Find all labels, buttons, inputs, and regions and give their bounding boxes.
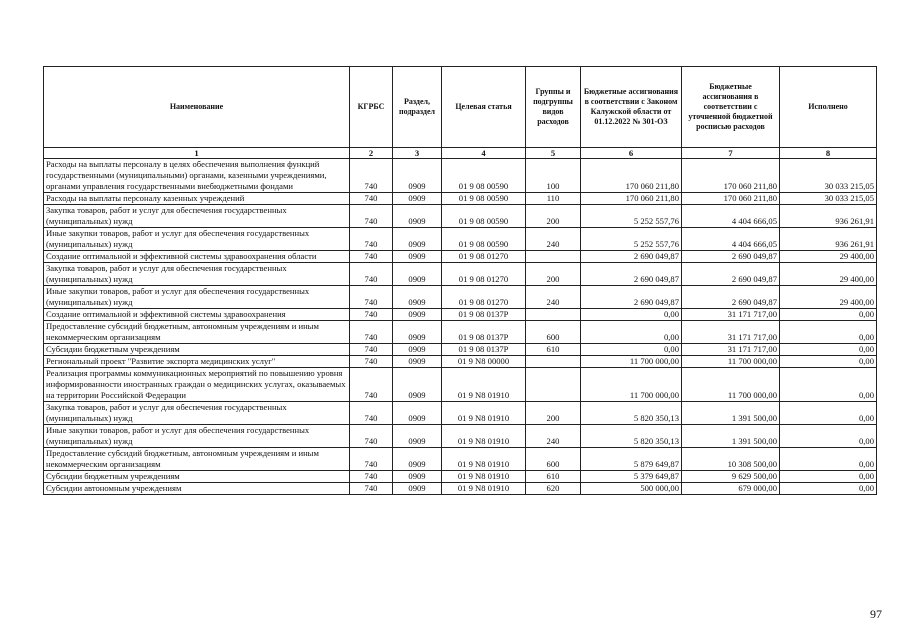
row-budget-refined: 170 060 211,80	[682, 193, 780, 205]
row-section: 0909	[393, 309, 442, 321]
row-name: Иные закупки товаров, работ и услуг для обеспечения государственных (муниципальных) нужд	[44, 425, 350, 448]
row-section: 0909	[393, 425, 442, 448]
row-name: Реализация программы коммуникационных мероприятий по повышению уровня информированности иностранных граждан о медицинских услугах, оказываемых на территории Российской Федерации	[44, 368, 350, 402]
row-kgrbs: 740	[350, 205, 393, 228]
row-target-article: 01 9 N8 01910	[442, 483, 526, 495]
row-target-article: 01 9 N8 01910	[442, 402, 526, 425]
header-budget-refined: Бюджетные ассигнования в соответствии с уточненной бюджетной росписью расходов	[682, 67, 780, 148]
row-target-article: 01 9 N8 01910	[442, 471, 526, 483]
row-executed: 0,00	[780, 368, 877, 402]
row-name: Закупка товаров, работ и услуг для обеспечения государственных (муниципальных) нужд	[44, 205, 350, 228]
row-executed: 0,00	[780, 425, 877, 448]
row-section: 0909	[393, 205, 442, 228]
row-section: 0909	[393, 321, 442, 344]
row-target-article: 01 9 08 00590	[442, 193, 526, 205]
row-section: 0909	[393, 263, 442, 286]
row-expense-group: 620	[526, 483, 581, 495]
row-name: Иные закупки товаров, работ и услуг для обеспечения государственных (муниципальных) нужд	[44, 286, 350, 309]
row-budget-refined: 170 060 211,80	[682, 159, 780, 193]
column-number: 2	[350, 148, 393, 159]
row-section: 0909	[393, 228, 442, 251]
row-target-article: 01 9 08 0137Р	[442, 344, 526, 356]
row-budget-law: 11 700 000,00	[581, 356, 682, 368]
budget-table	[43, 66, 877, 495]
table-row	[44, 425, 877, 448]
row-executed: 0,00	[780, 402, 877, 425]
row-budget-refined: 31 171 717,00	[682, 309, 780, 321]
header-kgrbs: КГРБС	[350, 67, 393, 148]
row-section: 0909	[393, 402, 442, 425]
row-budget-law: 2 690 049,87	[581, 286, 682, 309]
row-kgrbs: 740	[350, 286, 393, 309]
row-budget-refined: 2 690 049,87	[682, 286, 780, 309]
row-section: 0909	[393, 286, 442, 309]
row-budget-law: 11 700 000,00	[581, 368, 682, 402]
row-executed: 0,00	[780, 471, 877, 483]
row-kgrbs: 740	[350, 159, 393, 193]
header-budget-law: Бюджетные ассигнования в соответствии с Законом Калужской области от 01.12.2022 № 301-ОЗ	[581, 67, 682, 148]
row-section: 0909	[393, 471, 442, 483]
row-kgrbs: 740	[350, 193, 393, 205]
row-section: 0909	[393, 251, 442, 263]
table-row	[44, 159, 877, 193]
column-number: 8	[780, 148, 877, 159]
row-target-article: 01 9 N8 00000	[442, 356, 526, 368]
row-kgrbs: 740	[350, 448, 393, 471]
row-budget-refined: 4 404 666,05	[682, 205, 780, 228]
table-row	[44, 193, 877, 205]
row-target-article: 01 9 N8 01910	[442, 425, 526, 448]
page-number: 97	[870, 607, 882, 621]
row-name: Создание оптимальной и эффективной системы здравоохранения области	[44, 251, 350, 263]
row-executed: 29 400,00	[780, 263, 877, 286]
row-budget-refined: 679 000,00	[682, 483, 780, 495]
row-executed: 0,00	[780, 344, 877, 356]
row-executed: 0,00	[780, 448, 877, 471]
row-section: 0909	[393, 344, 442, 356]
row-executed: 29 400,00	[780, 251, 877, 263]
table-row	[44, 471, 877, 483]
row-target-article: 01 9 08 00590	[442, 205, 526, 228]
row-budget-law: 5 820 350,13	[581, 425, 682, 448]
header-target: Целевая статья	[442, 67, 526, 148]
table-header-row	[44, 67, 877, 148]
row-name: Субсидии автономным учреждениям	[44, 483, 350, 495]
row-name: Региональный проект "Развитие экспорта медицинских услуг"	[44, 356, 350, 368]
row-budget-law: 170 060 211,80	[581, 159, 682, 193]
row-budget-law: 5 879 649,87	[581, 448, 682, 471]
row-budget-law: 5 379 649,87	[581, 471, 682, 483]
column-number: 5	[526, 148, 581, 159]
row-target-article: 01 9 N8 01910	[442, 448, 526, 471]
row-section: 0909	[393, 159, 442, 193]
row-expense-group: 240	[526, 228, 581, 251]
row-expense-group: 110	[526, 193, 581, 205]
row-executed: 30 033 215,05	[780, 193, 877, 205]
table-row	[44, 368, 877, 402]
row-kgrbs: 740	[350, 228, 393, 251]
row-budget-law: 5 252 557,76	[581, 205, 682, 228]
row-kgrbs: 740	[350, 344, 393, 356]
row-budget-refined: 11 700 000,00	[682, 356, 780, 368]
row-kgrbs: 740	[350, 251, 393, 263]
table-row	[44, 356, 877, 368]
row-budget-refined: 31 171 717,00	[682, 344, 780, 356]
row-target-article: 01 9 08 00590	[442, 228, 526, 251]
row-expense-group: 200	[526, 263, 581, 286]
row-budget-law: 2 690 049,87	[581, 251, 682, 263]
row-executed: 29 400,00	[780, 286, 877, 309]
row-target-article: 01 9 08 01270	[442, 263, 526, 286]
header-executed: Исполнено	[780, 67, 877, 148]
row-expense-group: 610	[526, 471, 581, 483]
row-name: Предоставление субсидий бюджетным, автономным учреждениям и иным некоммерческим организациям	[44, 448, 350, 471]
row-name: Создание оптимальной и эффективной системы здравоохранения	[44, 309, 350, 321]
row-budget-refined: 1 391 500,00	[682, 402, 780, 425]
row-budget-refined: 10 308 500,00	[682, 448, 780, 471]
row-kgrbs: 740	[350, 483, 393, 495]
row-expense-group: 200	[526, 205, 581, 228]
row-expense-group	[526, 309, 581, 321]
table-row	[44, 286, 877, 309]
row-executed: 0,00	[780, 483, 877, 495]
table-row	[44, 251, 877, 263]
column-number: 3	[393, 148, 442, 159]
row-target-article: 01 9 08 01270	[442, 286, 526, 309]
row-budget-refined: 11 700 000,00	[682, 368, 780, 402]
row-budget-law: 5 820 350,13	[581, 402, 682, 425]
row-budget-refined: 4 404 666,05	[682, 228, 780, 251]
row-expense-group: 610	[526, 344, 581, 356]
row-name: Предоставление субсидий бюджетным, автономным учреждениям и иным некоммерческим организациям	[44, 321, 350, 344]
row-target-article: 01 9 08 0137Р	[442, 309, 526, 321]
row-expense-group: 240	[526, 286, 581, 309]
row-name: Закупка товаров, работ и услуг для обеспечения государственных (муниципальных) нужд	[44, 402, 350, 425]
table-row	[44, 228, 877, 251]
row-expense-group: 100	[526, 159, 581, 193]
row-expense-group	[526, 368, 581, 402]
row-budget-refined: 31 171 717,00	[682, 321, 780, 344]
row-target-article: 01 9 08 01270	[442, 251, 526, 263]
row-kgrbs: 740	[350, 471, 393, 483]
row-expense-group: 600	[526, 448, 581, 471]
row-target-article: 01 9 N8 01910	[442, 368, 526, 402]
table-row	[44, 483, 877, 495]
row-section: 0909	[393, 368, 442, 402]
row-budget-refined: 2 690 049,87	[682, 251, 780, 263]
row-budget-refined: 2 690 049,87	[682, 263, 780, 286]
row-section: 0909	[393, 448, 442, 471]
row-expense-group: 200	[526, 402, 581, 425]
header-name: Наименование	[44, 67, 350, 148]
row-budget-refined: 9 629 500,00	[682, 471, 780, 483]
row-target-article: 01 9 08 00590	[442, 159, 526, 193]
row-kgrbs: 740	[350, 368, 393, 402]
row-target-article: 01 9 08 0137Р	[442, 321, 526, 344]
column-number: 1	[44, 148, 350, 159]
row-name: Субсидии бюджетным учреждениям	[44, 471, 350, 483]
row-name: Иные закупки товаров, работ и услуг для обеспечения государственных (муниципальных) нужд	[44, 228, 350, 251]
row-kgrbs: 740	[350, 356, 393, 368]
header-groups: Группы и подгруппы видов расходов	[526, 67, 581, 148]
column-number: 7	[682, 148, 780, 159]
row-name: Субсидии бюджетным учреждениям	[44, 344, 350, 356]
row-expense-group: 240	[526, 425, 581, 448]
table-row	[44, 402, 877, 425]
table-row	[44, 263, 877, 286]
row-section: 0909	[393, 356, 442, 368]
row-executed: 936 261,91	[780, 205, 877, 228]
row-section: 0909	[393, 483, 442, 495]
header-section: Раздел, подраздел	[393, 67, 442, 148]
row-budget-law: 2 690 049,87	[581, 263, 682, 286]
row-executed: 0,00	[780, 321, 877, 344]
column-number: 4	[442, 148, 526, 159]
row-executed: 936 261,91	[780, 228, 877, 251]
row-executed: 0,00	[780, 356, 877, 368]
table-row	[44, 448, 877, 471]
row-kgrbs: 740	[350, 263, 393, 286]
row-kgrbs: 740	[350, 309, 393, 321]
row-budget-law: 5 252 557,76	[581, 228, 682, 251]
row-budget-law: 0,00	[581, 321, 682, 344]
row-section: 0909	[393, 193, 442, 205]
table-row	[44, 309, 877, 321]
column-number-row	[44, 148, 877, 159]
row-name: Расходы на выплаты персоналу в целях обеспечения выполнения функций государственными (муниципальными) органами, казенными учреждениями, органами управления государственными внебюджетными фондами	[44, 159, 350, 193]
row-executed: 0,00	[780, 309, 877, 321]
row-budget-law: 170 060 211,80	[581, 193, 682, 205]
column-number: 6	[581, 148, 682, 159]
row-expense-group: 600	[526, 321, 581, 344]
row-budget-law: 0,00	[581, 344, 682, 356]
table-row	[44, 205, 877, 228]
row-kgrbs: 740	[350, 321, 393, 344]
row-budget-refined: 1 391 500,00	[682, 425, 780, 448]
row-expense-group	[526, 251, 581, 263]
table-row	[44, 344, 877, 356]
row-executed: 30 033 215,05	[780, 159, 877, 193]
row-budget-law: 500 000,00	[581, 483, 682, 495]
row-budget-law: 0,00	[581, 309, 682, 321]
row-kgrbs: 740	[350, 425, 393, 448]
row-kgrbs: 740	[350, 402, 393, 425]
row-expense-group	[526, 356, 581, 368]
row-name: Расходы на выплаты персоналу казенных учреждений	[44, 193, 350, 205]
row-name: Закупка товаров, работ и услуг для обеспечения государственных (муниципальных) нужд	[44, 263, 350, 286]
table-row	[44, 321, 877, 344]
